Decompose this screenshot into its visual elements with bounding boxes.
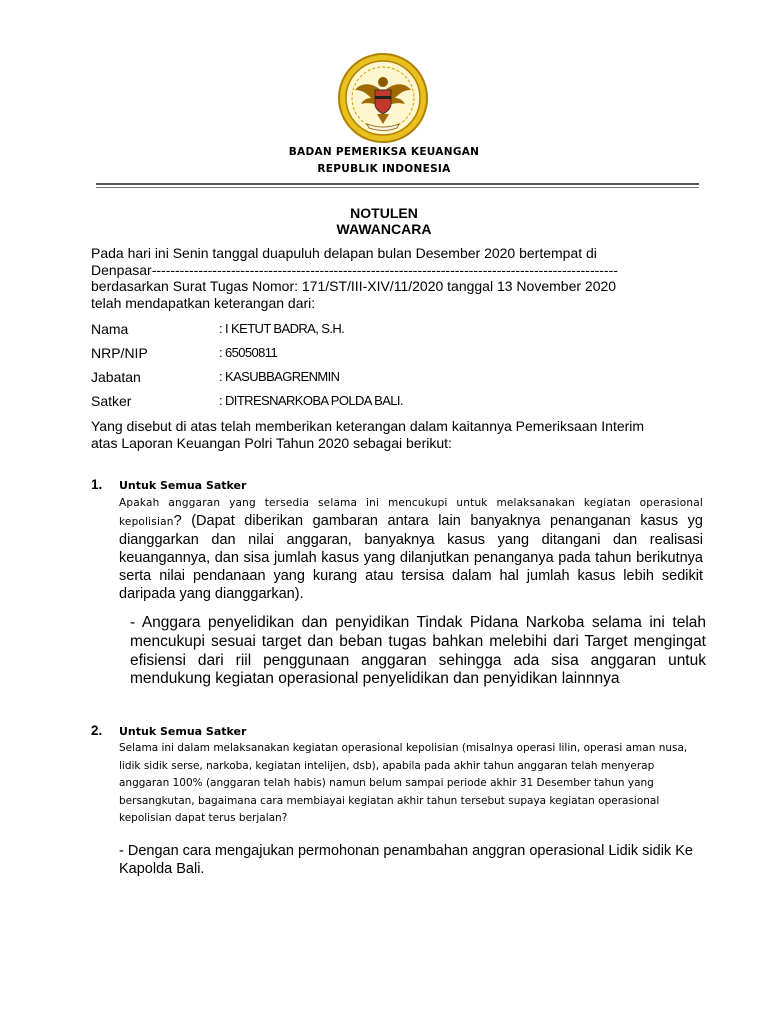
header-divider-thin xyxy=(96,187,699,188)
field-label: Jabatan xyxy=(91,369,141,385)
item-heading: Untuk Semua Satker xyxy=(119,479,247,492)
field-value: : DITRESNARKOBA POLDA BALI. xyxy=(219,393,403,408)
item-number: 1. xyxy=(91,477,103,492)
field-value: : KASUBBAGRENMIN xyxy=(219,369,340,384)
field-label: Nama xyxy=(91,321,129,337)
intro-line: Denpasar---------------------------------------------------------------------------------------------------- xyxy=(91,261,618,278)
document-subtitle: WAWANCARA xyxy=(336,221,432,237)
statement-line: Yang disebut di atas telah memberikan keterangan dalam kaitannya Pemeriksaan Interim xyxy=(91,418,645,434)
intro-line: telah mendapatkan keterangan dari: xyxy=(91,294,316,311)
item-heading: Untuk Semua Satker xyxy=(119,725,247,738)
field-value: : 65050811 xyxy=(219,345,278,360)
intro-paragraph xyxy=(91,245,704,311)
statement-line: atas Laporan Keuangan Polri Tahun 2020 sebagai berikut: xyxy=(91,434,452,451)
item-answer: - Dengan cara mengajukan permohonan penambahan anggran operasional Lidik sidik Ke Kapolda Bali. xyxy=(119,843,693,877)
field-label: Satker xyxy=(91,393,132,409)
item-answer: - Anggara penyelidikan dan penyidikan Tindak Pidana Narkoba selama ini telah mencukupi sesuai target dan beban tugas bahkan melebihi dari Target mengingat efisiensi dari riil penggunaan anggaran sehingga ada sisa anggaran untuk mendukung kegiatan operasional penyelidikan dan penyidikan lainnnya xyxy=(130,614,706,688)
intro-line: Pada hari ini Senin tanggal duapuluh delapan bulan Desember 2020 bertempat di xyxy=(91,245,597,261)
item-question: Selama ini dalam melaksanakan kegiatan operasional kepolisian (misalnya operasi lilin, operasi aman nusa, lidik sidik serse, narkoba, kegiatan intelijen, dsb), apabila pada akhir tahun anggaran telah menyerap anggaran 100% (anggaran telah habis) namun belum sampai periode akhir 31 Desember tahun yang bersangkutan, bagaimana cara membiayai kegiatan akhir tahun tersebut supaya kegiatan operasional kepolisian dapat terus berjalan? xyxy=(119,742,688,824)
document-title: NOTULEN xyxy=(350,205,418,221)
item-question xyxy=(119,493,703,603)
intro-line: berdasarkan Surat Tugas Nomor: 171/ST/III-XIV/11/2020 tanggal 13 November 2020 xyxy=(91,278,617,294)
field-label: NRP/NIP xyxy=(91,345,148,361)
organization-country: REPUBLIK INDONESIA xyxy=(317,163,451,175)
statement-paragraph xyxy=(91,418,704,451)
field-value: : I KETUT BADRA, S.H. xyxy=(219,321,345,336)
question-text-continued: ? (Dapat diberikan gambaran antara lain banyaknya penanganan kasus yg dianggarkan dan nilai anggaran, banyaknya kasus yang ditangani dan realisasi keuangannya, dan sisa jumlah kasus yang dilanjutkan penanganya pada tahun berikutnya serta nilai pendanaan yang kurang atau tersisa dalam hal jumlah kasus lebih sedikit daripada yang dianggarkan). xyxy=(119,513,703,602)
garuda-emblem-logo xyxy=(337,52,429,144)
question-text: Apakah anggaran yang tersedia selama ini mencukupi untuk melaksanakan kegiatan operasional kepolisian xyxy=(119,497,703,528)
organization-name: BADAN PEMERIKSA KEUANGAN xyxy=(288,146,480,158)
item-number: 2. xyxy=(91,723,103,738)
header-divider xyxy=(96,183,699,185)
